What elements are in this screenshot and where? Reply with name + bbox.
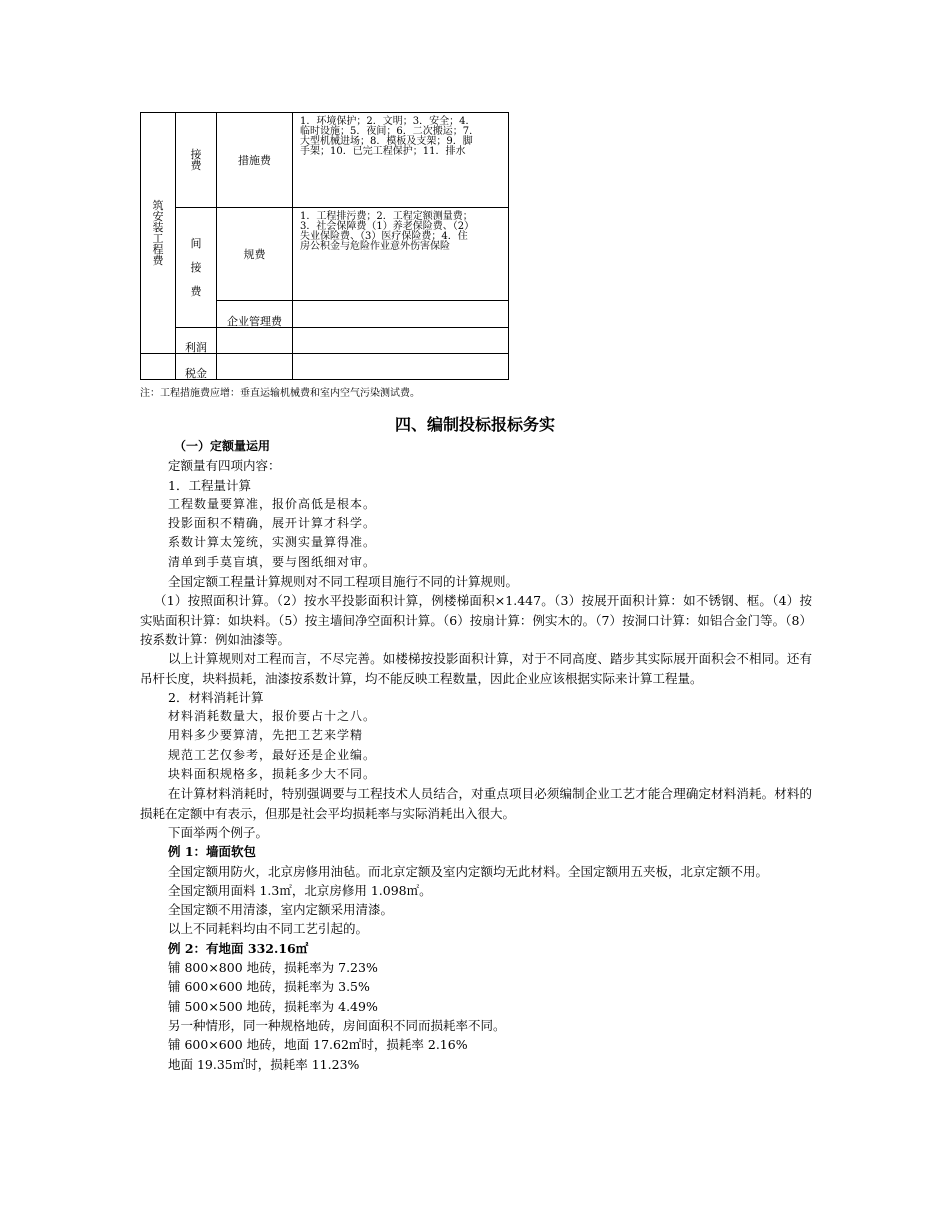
section-heading: 四、编制投标报标务实 xyxy=(394,415,555,434)
example-heading: 例 1：墙面软包 xyxy=(168,844,257,860)
paragraph: 2．材料消耗计算 xyxy=(168,689,264,705)
verse-line: 块料面积规格多，损耗多少大不同。 xyxy=(168,767,377,782)
measures-line: 临时设施；5．夜间；6．二次搬运；7． xyxy=(300,126,480,137)
paragraph: 铺 600×600 地砖，损耗率为 3.5% xyxy=(168,979,370,995)
paragraph: 全国定额用面料 1.3㎡，北京房修用 1.098㎡。 xyxy=(168,882,432,898)
paragraph: 以上不同耗料均由不同工艺引起的。 xyxy=(168,921,369,937)
measures-label: 措施费 xyxy=(217,113,293,208)
cost-composition-table xyxy=(140,112,509,380)
verse-line: 工程数量要算准，报价高低是根本。 xyxy=(168,496,377,511)
profit-label: 利润 xyxy=(176,328,217,354)
example-heading: 例 2：有地面 332.16㎡ xyxy=(168,940,309,956)
empty-cell xyxy=(293,354,509,380)
paragraph: 铺 800×800 地砖，损耗率为 7.23% xyxy=(168,960,378,976)
empty-cell xyxy=(217,354,293,380)
verse-line: 用料多少要算清，先把工艺来学精 xyxy=(168,728,364,743)
paragraph: 另一种情形，同一种规格地砖，房间面积不同而损耗率不同。 xyxy=(168,1017,506,1033)
gui-line: 失业保险费、（3）医疗保险费；4．住 xyxy=(300,231,468,242)
paragraph: （1）按照面积计算。（2）按水平投影面积计算，例楼梯面积×1.447。（3）按展开面积计算：如不锈钢、框。（4）按实贴面积计算：如块料。（5）按主墙间净空面积计算。（6）按扇计算：例实木的。（7）按洞口计算：如铝合金门等。（8）按系数计算：例如油漆等。 xyxy=(140,593,812,647)
paragraph: 铺 600×600 地砖，地面 17.62㎡时，损耗率 2.16% xyxy=(168,1037,468,1053)
verse-line: 系数计算太笼统，实测实量算得准。 xyxy=(168,535,377,550)
cost-category-label: 筑安装工程费 xyxy=(152,199,164,267)
measures-line: 1．环境保护；2．文明；3．安全；4． xyxy=(300,116,476,127)
verse-line: 材料消耗数量大，报价要占十之八。 xyxy=(168,709,377,724)
empty-cell xyxy=(141,354,176,380)
verse-line: 投影面积不精确，展开计算才科学。 xyxy=(168,516,377,531)
paragraph: 地面 19.35㎡时，损耗率 11.23% xyxy=(168,1056,360,1072)
paragraph: 全国定额用防火，北京房修用油毡。而北京定额及室内定额均无此材料。全国定额用五夹板，北京定额不用。 xyxy=(168,863,769,879)
measures-items xyxy=(293,113,509,208)
paragraph: 全国定额工程量计算规则对不同工程项目施行不同的计算规则。 xyxy=(168,574,519,590)
table-note: 注：工程措施费应增：垂直运输机械费和室内空气污染测试费。 xyxy=(140,388,420,399)
management-fee-label: 企业管理费 xyxy=(217,301,293,328)
empty-cell xyxy=(293,328,509,354)
verse-line: 规范工艺仅参考，最好还是企业编。 xyxy=(168,747,377,762)
paragraph: 定额量有四项内容： xyxy=(168,458,281,474)
gui-line: 房公积金与危险作业意外伤害保险 xyxy=(300,241,450,252)
paragraph: 在计算材料消耗时，特别强调要与工程技术人员结合，对重点项目必须编制企业工艺才能合理确定材料消耗。材料的损耗在定额中有表示，但那是社会平均损耗率与实际消耗出入很大。 xyxy=(140,786,812,821)
paragraph: 以上计算规则对工程而言，不尽完善。如楼梯按投影面积计算，对于不同高度、踏步其实际展开面积会不相同。还有吊杆长度，块料损耗，油漆按系数计算，均不能反映工程数量，因此企业应该根据实际来计算工程量。 xyxy=(140,651,812,686)
gui-line: 1．工程排污费；2．工程定额测量费； xyxy=(300,211,473,222)
paragraph: 1．工程量计算 xyxy=(168,477,251,493)
empty-cell xyxy=(293,301,509,328)
paragraph: 下面举两个例子。 xyxy=(168,824,269,840)
indirect-fee-label: 间接费 xyxy=(190,236,202,298)
indirect-fee-cell xyxy=(176,208,217,328)
gui-fee-label: 规费 xyxy=(217,208,293,301)
gui-line: 3．社会保障费（1）养老保险费、（2） xyxy=(300,221,475,232)
gui-fee-items xyxy=(293,208,509,301)
direct-fee-label: 接费 xyxy=(190,148,202,172)
empty-cell xyxy=(217,328,293,354)
verse-line: 清单到手莫盲填，要与图纸细对审。 xyxy=(168,554,377,569)
direct-fee-cell xyxy=(176,113,217,208)
paragraph: 全国定额不用清漆，室内定额采用清漆。 xyxy=(168,902,394,918)
measures-line: 手架；10．已完工程保护；11．排水 xyxy=(300,146,466,157)
paragraph: 铺 500×500 地砖，损耗率为 4.49% xyxy=(168,998,378,1014)
measures-line: 大型机械进场；8．模板及支架；9．脚 xyxy=(300,136,473,147)
subsection-heading: （一）定额量运用 xyxy=(174,439,271,453)
col1-cell xyxy=(141,113,176,354)
tax-label: 税金 xyxy=(176,354,217,380)
body-text xyxy=(140,437,812,1074)
